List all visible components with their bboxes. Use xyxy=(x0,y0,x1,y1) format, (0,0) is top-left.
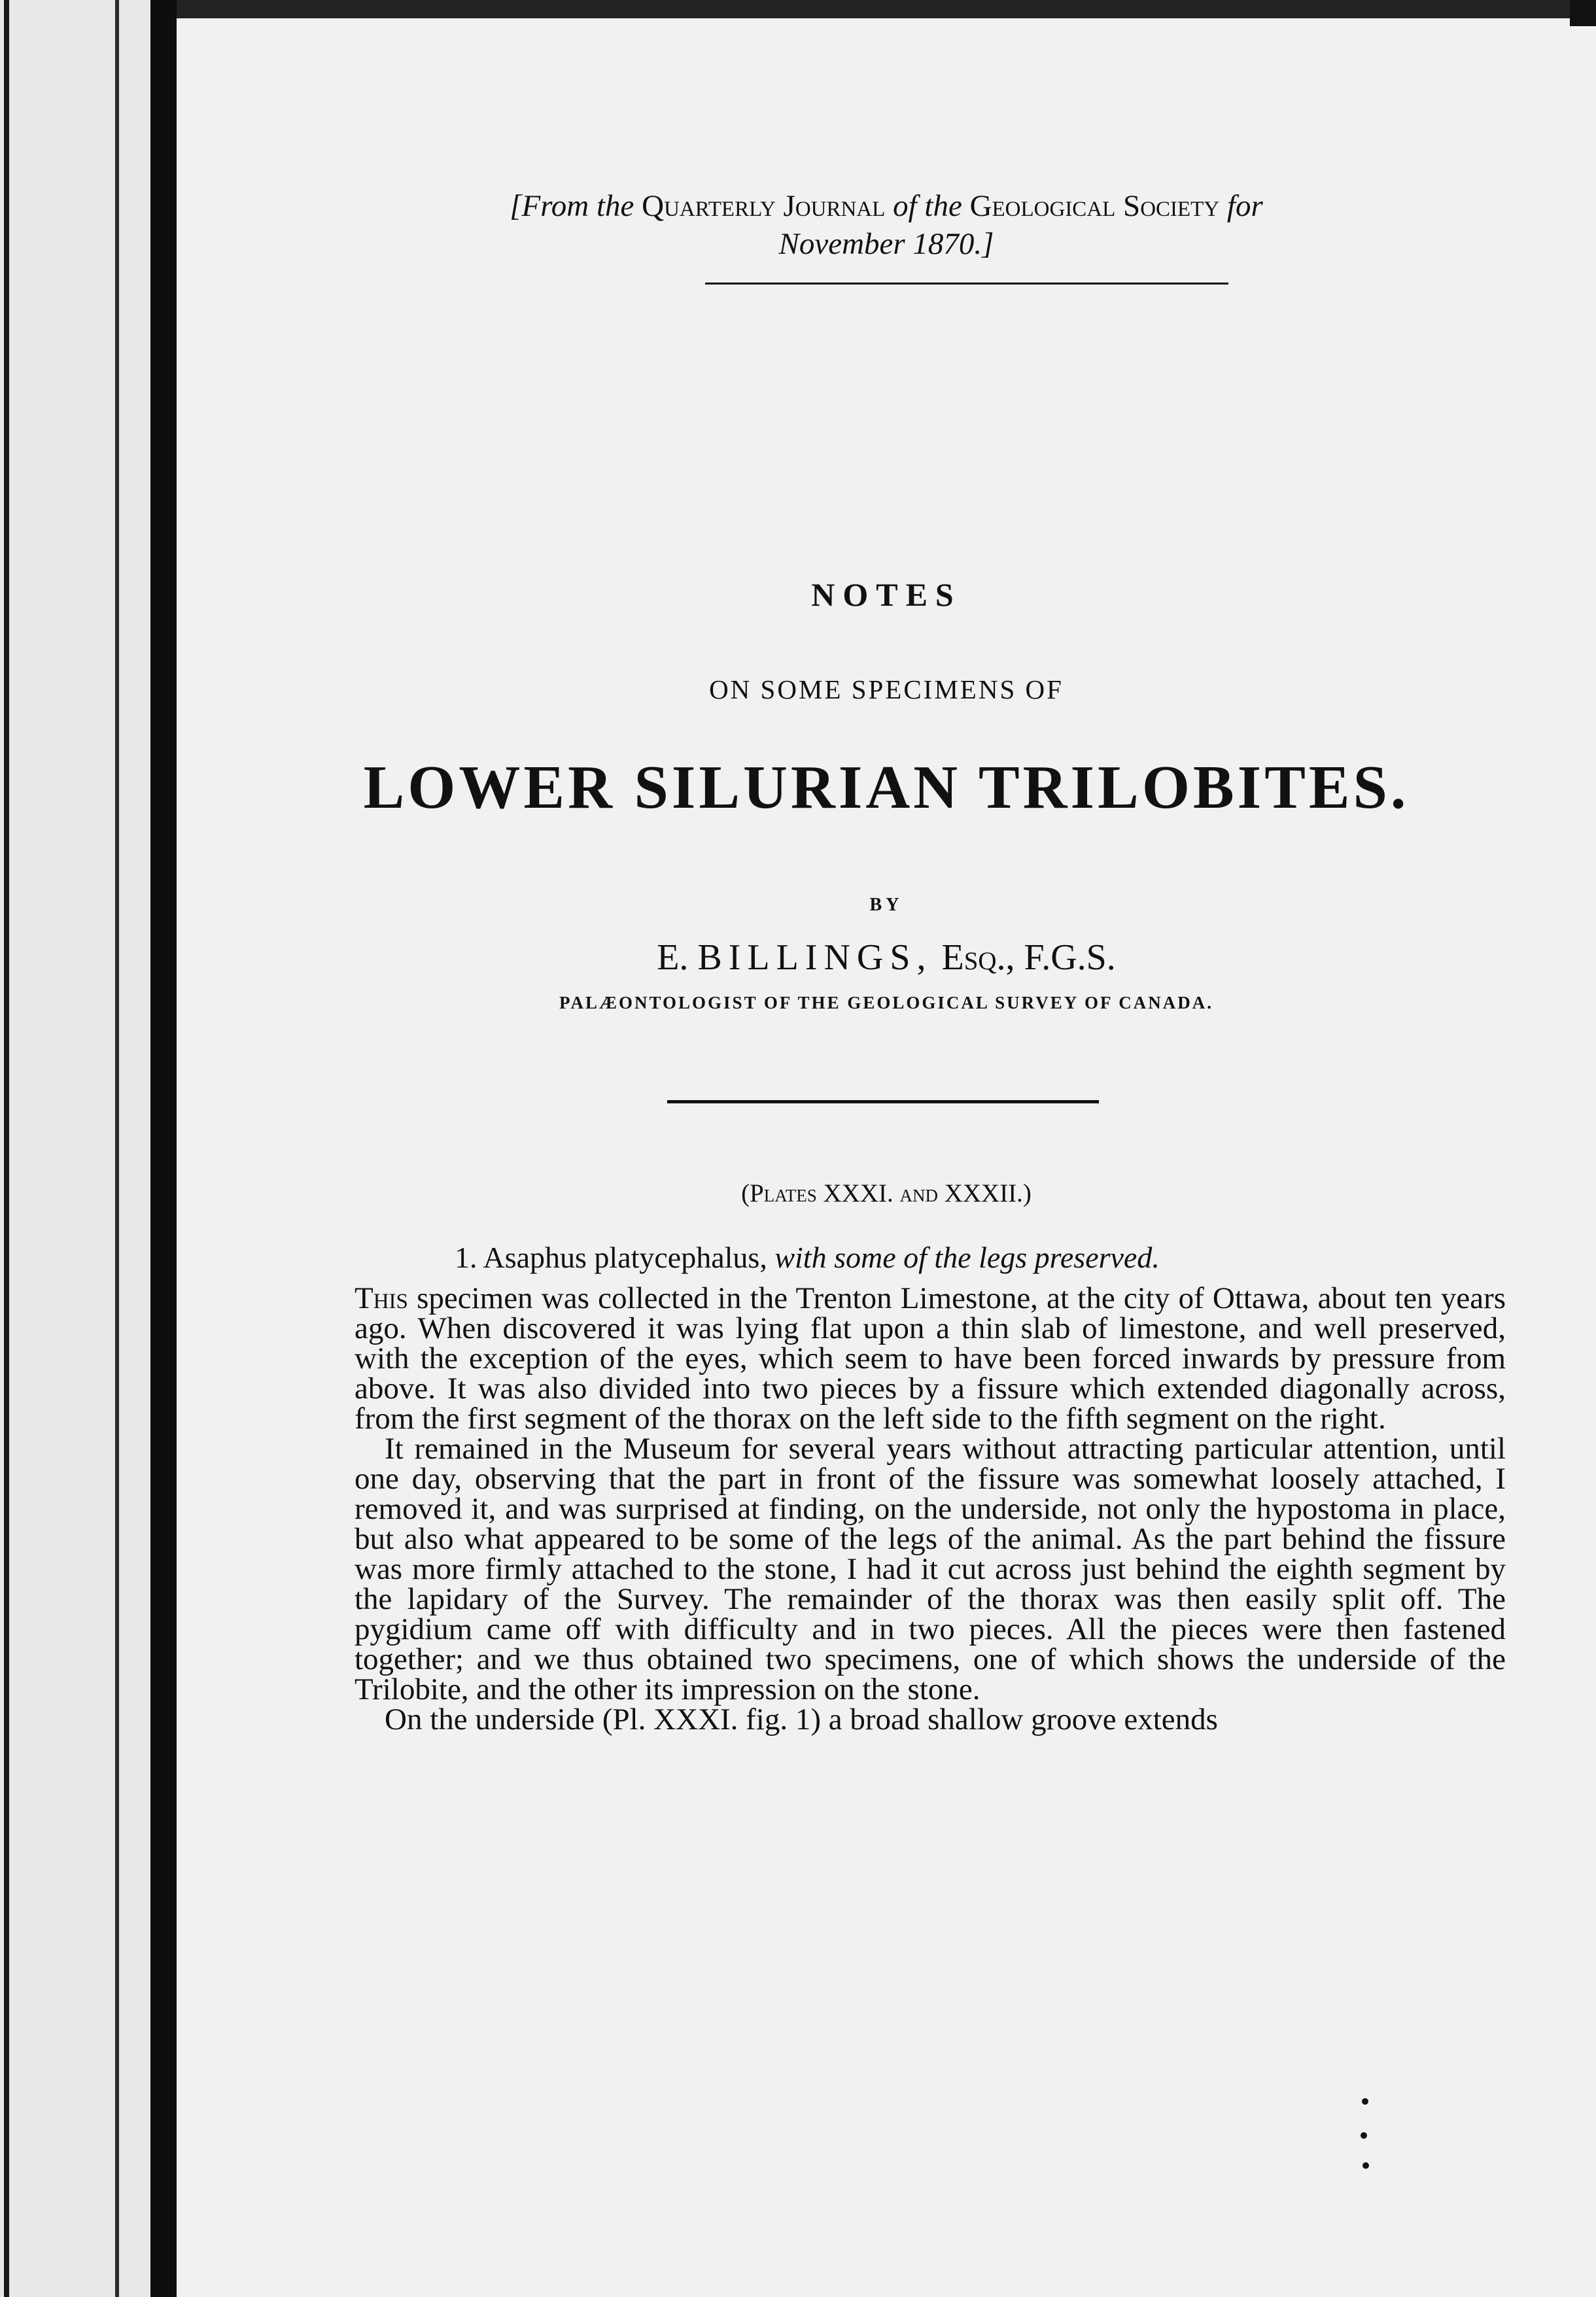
author-initial: E. xyxy=(657,937,689,978)
source-of-the: of the xyxy=(893,189,962,223)
top-scan-edge xyxy=(177,0,1596,18)
speck xyxy=(1362,2162,1369,2169)
header-rule xyxy=(705,283,1228,285)
paragraph-1-text: specimen was collected in the Trenton Limestone, at the city of Ottawa, about ten years ago. When discovered it was lying flat upon a thin slab of limestone, and well preserved, with the exception of the eyes, which seem to have been forced inwards by pressure from above. It was also divided into two pieces by a fissure which extended diagonally across, from the first segment of the thorax on the left side to the fifth segment on the right. xyxy=(355,1281,1506,1436)
section-number: 1. xyxy=(455,1241,477,1274)
paragraph-2: It remained in the Museum for several years without attracting particular attention, until one day, observing that the part in front of the fissure was somewhat loosely attached, I removed it, and was surprised at finding, on the underside, not only the hypostoma in place, but also what appeared to be some of the legs of the animal. As the part behind the fissure was more firmly attached to the stone, I had it cut across just behind the eighth segment by the lapidary of the Survey. The remainder of the thorax was then easily split off. The pygidium came off with difficulty and in two pieces. All the pieces were then fastened together; and we thus obtained two specimens, one of which shows the underside of the Trilobite, and the other its impression on the stone. xyxy=(355,1432,1506,1706)
paragraph-3: On the underside (Pl. XXXI. fig. 1) a broad shallow groove extends xyxy=(385,1702,1218,1736)
margin-specks xyxy=(1361,2098,1370,2170)
plates-reference: (Plates XXXI. and XXXII.) xyxy=(741,1179,1032,1207)
section-note: with some of the legs preserved. xyxy=(774,1241,1160,1274)
source-line-1 xyxy=(177,187,1596,225)
inner-edge-line xyxy=(115,0,119,2297)
speck xyxy=(1361,2132,1367,2139)
left-edge-line xyxy=(4,0,9,2297)
source-for: for xyxy=(1226,189,1263,223)
source-open: [From the xyxy=(510,189,634,223)
document-page xyxy=(177,0,1596,2297)
section-name: Asaphus platycephalus, xyxy=(483,1241,767,1274)
author-surname: BILLINGS, xyxy=(697,937,933,978)
author-suffix: Esq., F.G.S. xyxy=(941,937,1116,978)
source-line-2 xyxy=(177,225,1596,263)
by-label: BY xyxy=(869,895,903,915)
paragraph-1-lead: This xyxy=(355,1281,408,1315)
paragraph-1 xyxy=(355,1283,1506,1434)
author-line xyxy=(177,937,1596,978)
top-corner-mark xyxy=(1570,0,1596,26)
section-heading xyxy=(455,1240,1567,1275)
speck xyxy=(1362,2098,1368,2105)
notes-heading: NOTES xyxy=(811,576,962,613)
author-affiliation: PALÆONTOLOGIST OF THE GEOLOGICAL SURVEY OF CANADA. xyxy=(559,993,1213,1012)
source-journal: Quarterly Journal xyxy=(642,189,886,223)
source-date: November 1870.] xyxy=(778,227,994,261)
title-rule xyxy=(667,1100,1099,1103)
left-page-edge xyxy=(0,0,150,2297)
source-society: Geological Society xyxy=(969,189,1220,223)
book-spine xyxy=(150,0,177,2297)
body-text xyxy=(355,1283,1506,1735)
subtitle: ON SOME SPECIMENS OF xyxy=(709,674,1064,704)
page-title: LOWER SILURIAN TRILOBITES. xyxy=(363,753,1410,821)
